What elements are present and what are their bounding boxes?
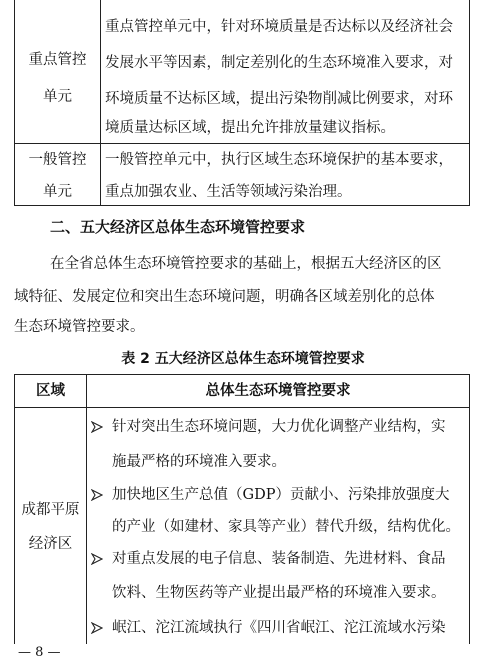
table1-row2-desc-line2: 重点加强农业、生活等领域污染治理。 — [105, 184, 352, 200]
table2-bullet4-line1: 岷江、沱江流域执行《四川省岷江、沱江流域水污染 — [112, 620, 446, 636]
table1-row2-desc-line1: 一般管控单元中，执行区域生态环境保护的基本要求， — [105, 152, 453, 168]
table2-bullet3-line2: 饮料、生物医药等产业提出最严格的环境准入要求。 — [112, 585, 446, 601]
table1-row2-region-line1: 一般管控 — [28, 152, 87, 168]
table2-bullet1-line2: 施最严格的环境准入要求。 — [112, 454, 286, 470]
table1-row1-desc-line2: 发展水平等因素，制定差别化的生态环境准入要求，对 — [105, 55, 453, 71]
page-number: — 8 — — [18, 645, 61, 660]
table2-header-region: 区域 — [36, 383, 65, 399]
table1-right-border — [469, 0, 470, 206]
table1-row1-region-line1: 重点管控 — [28, 52, 87, 68]
table2-header-requirements: 总体生态环境管控要求 — [205, 383, 351, 399]
table2-region-line2: 经济区 — [28, 536, 73, 552]
table1-col-divider — [100, 0, 101, 206]
section-heading: 二、五大经济区总体生态环境管控要求 — [50, 218, 306, 236]
table2-bullet2-line1: 加快地区生产总值（GDP）贡献小、污染排放强度大 — [112, 487, 450, 503]
arrow-bullet-icon — [91, 489, 103, 501]
table2-caption: 表 2 五大经济区总体生态环境管控要求 — [121, 351, 365, 367]
table1-row1-region-line2: 单元 — [43, 89, 72, 105]
table2-top-border — [14, 374, 470, 375]
table1-bottom-border — [14, 205, 470, 206]
table1-row1-desc-line4: 境质量达标区域，提出允许排放量建议指标。 — [105, 120, 395, 136]
arrow-bullet-icon — [91, 421, 103, 433]
table2-bullet3-line1: 对重点发展的电子信息、装备制造、先进材料、食品 — [112, 551, 446, 567]
table2-bullet1-line1: 针对突出生态环境问题，大力优化调整产业结构，实 — [112, 419, 446, 435]
table1-row2-region-line2: 单元 — [43, 184, 72, 200]
section-paragraph-line3: 生态环境管控要求。 — [14, 319, 145, 335]
section-paragraph-line2: 域特征、发展定位和突出生态环境问题，明确各区域差别化的总体 — [14, 289, 435, 305]
table1-row1-desc-line1: 重点管控单元中，针对环境质量是否达标以及经济社会 — [105, 19, 453, 35]
table2-right-border — [469, 374, 470, 644]
table1-row-divider — [14, 143, 470, 144]
arrow-bullet-icon — [91, 622, 103, 634]
arrow-bullet-icon — [91, 553, 103, 565]
table2-header-divider — [14, 407, 470, 408]
table1-row1-desc-line3: 环境质量不达标区域，提出污染物削减比例要求，对环 — [105, 91, 453, 107]
section-paragraph-line1: 在全省总体生态环境管控要求的基础上，根据五大经济区的区 — [50, 256, 442, 272]
table2-bullet2-line2: 的产业（如建材、家具等产业）替代升级，结构优化。 — [112, 519, 460, 535]
table2-col-divider — [86, 374, 87, 644]
table2-region-line1: 成都平原 — [21, 502, 80, 518]
